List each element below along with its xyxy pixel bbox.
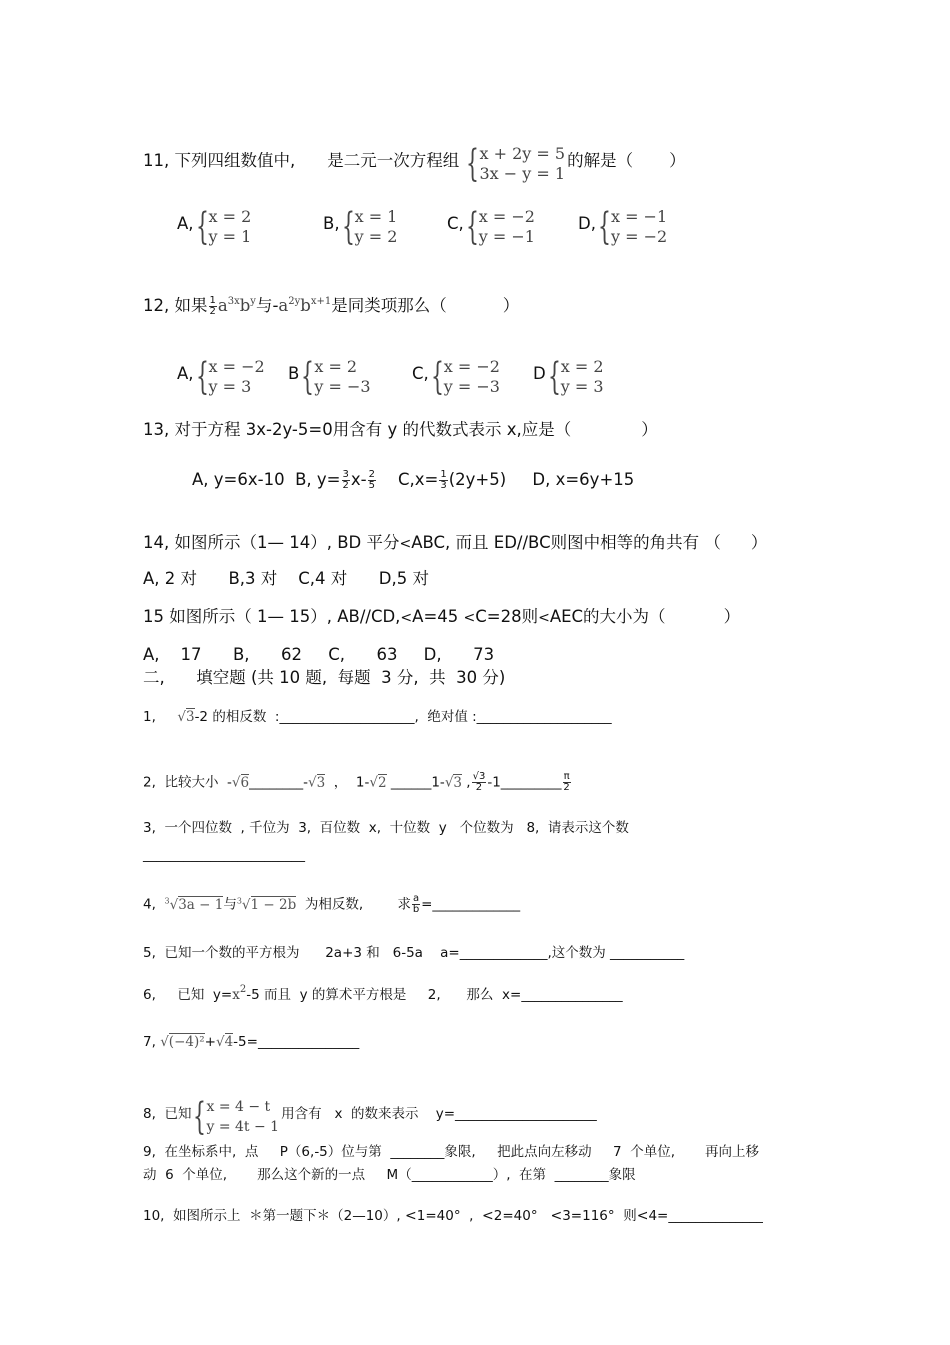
q14-options: A, 2 对 B,3 对 C,4 对 D,5 对 [143,569,429,588]
q11-option-c: C, { x = −2 y = −1 [447,205,535,248]
q12-option-d: D { x = 2 y = 3 [533,355,604,398]
fill-9-line-2: 动 6 个单位, 那么这个新的一点 M（____________）, 在第 ________象限 [143,1167,636,1183]
q11-stem-a: 11, 下列四组数值中, [143,151,296,170]
angle-icon: < [636,1208,649,1224]
q12-option-a: A, { x = −2 y = 3 [177,355,265,398]
fill-2: 2, 比较大小 -√6________-√3 ， 1-√2 ______1-√3 , $\frac{√3}{2}$ -1_________ $\frac{\pi}{2}$ [143,771,570,793]
q11-equation-system: { x + 2y = 5 3x − y = 1 [466,142,566,185]
fill-10: 10, 如图所示上 ＊第一题下＊（2—10）, <1=40° , <2=40° <3=116° 则<4=______________ [143,1208,763,1224]
q15-options: A, 17 B, 62 C, 63 D, 73 [143,645,495,664]
q12-fraction: $\frac{1}{2}$ [209,295,216,317]
section-2-title: 二, 填空题 (共 10 题, 每题 3 分, 共 30 分) [143,668,506,687]
q14-stem: 14, 如图所示（1— 14）, BD 平分<ABC, 而且 ED//BC则图中相等的角共有 （ ） [143,533,768,552]
q11-option-b: B, { x = 1 y = 2 [323,205,398,248]
q11-option-a: A, { x = 2 y = 1 [177,205,252,248]
fill-9-line-1: 9, 在坐标系中, 点 P（6,-5）位与第 ________象限, 把此点向左移动 7 个单位, 再向上移 [143,1144,760,1160]
angle-icon: < [463,610,476,626]
fill-3: 3, 一个四位数 , 千位为 3, 百位数 x, 十位数 y 个位数为 8, 请表示这个数 [143,820,629,836]
q12-option-c: C, { x = −2 y = −3 [412,355,500,398]
q12-option-b: B { x = 2 y = −3 [288,355,371,398]
fill-6: 6, 已知 $y=x^2-5$ 而且 y 的算术平方根是 2, 那么 x=_______________ [143,984,623,1003]
q11-stem-c: 的解是（ [567,151,634,170]
q11-option-d: D, { x = −1 y = −2 [578,205,668,248]
q11-stem-b: 是二元一次方程组 [327,151,460,170]
angle-icon: < [405,1208,417,1224]
angle-icon: < [399,536,412,552]
q12-stem: 12, 如果 $\frac{1}{2}$ $a^{3x}b^y$与$-a^{2y}b^{x+1}$是同类项那么（ ） [143,295,520,317]
angle-icon: < [538,610,550,626]
fill-8: 8, 已知 { x = 4 − t y = 4t − 1 用含有 x 的数来表示 y=_____________________ [143,1095,597,1138]
angle-icon: < [482,1208,494,1224]
angle-icon: < [550,1208,563,1224]
q13-stem: 13, 对于方程 3x-2y-5=0用含有 y 的代数式表示 x,应是（ ） [143,420,658,439]
fill-5: 5, 已知一个数的平方根为 2a+3 和 6-5a a=_____________,这个数为 ___________ [143,945,685,961]
angle-icon: < [400,610,413,626]
q11-stem [143,144,686,184]
q13-options: A, y=6x-10 B, y= $\frac{3}{2}$ x- $\frac{2}{5}$ C,x= $\frac{1}{3}$ (2y+5) D, x=6y+15 [192,469,635,491]
q15-stem: 15 如图所示（ 1— 15）, AB//CD,<A=45 <C=28则<AEC的大小为（ ） [143,607,741,626]
fill-1: 1, √3-2 的相反数 :____________________, 绝对值 :____________________ [143,709,612,725]
fill-3-blank: ________________________ [143,847,305,863]
fill-7: 7, √(−4)²+√4-5=_______________ [143,1034,360,1050]
q11-paren: ） [669,151,686,170]
fill-4: 4, $^3$√3a − 1与$^3$√1 − 2b 为相反数, 求 $\frac{a}{b}$ =_____________ [143,893,521,915]
